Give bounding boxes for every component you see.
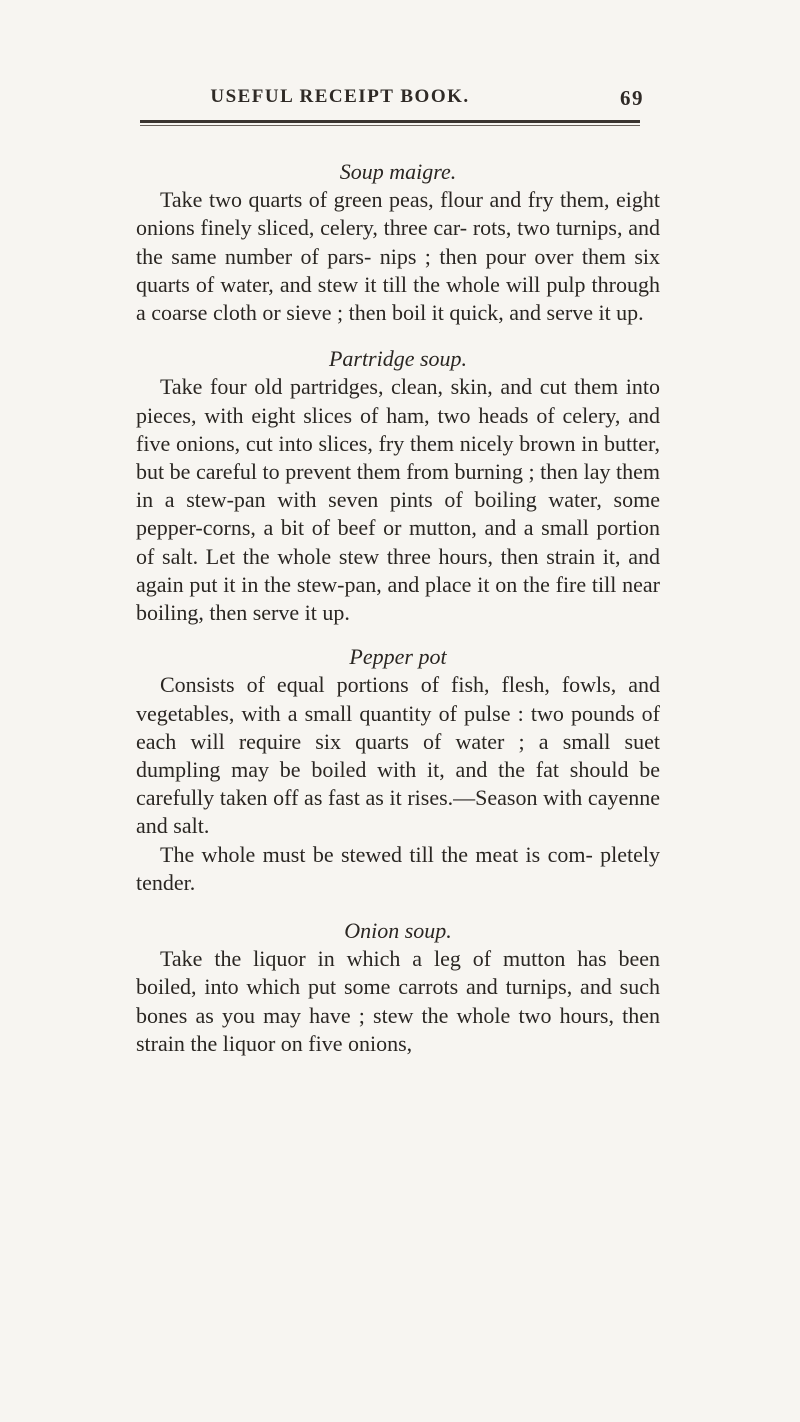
page-body (136, 158, 660, 1058)
header-rule-thin (140, 125, 640, 126)
recipe-pepper-pot (136, 643, 660, 897)
recipe-paragraph: The whole must be stewed till the meat is com- pletely tender. (136, 841, 660, 895)
recipe-paragraph: Take two quarts of green peas, flour and fry them, eight onions finely sliced, celery, three car- rots, two turnips, and the same number of pars- nips ; then pour over them six quarts of water, and stew it till the whole will pulp through a coarse cloth or sieve ; then boil it quick, and serve it up. (136, 187, 660, 326)
recipe-title: Partridge soup. (328, 346, 468, 372)
recipe-paragraph: Take the liquor in which a leg of mutton has been boiled, into which put some carrots and turnips, and such bones as you may have ; stew the whole two hours, then strain the liquor on five onions, (136, 946, 660, 1056)
recipe-title: Soup maigre. (339, 159, 457, 184)
recipe-title: Pepper pot (349, 644, 447, 670)
recipe-title: Onion soup. (344, 918, 452, 944)
running-title: USEFUL RECEIPT BOOK. (210, 86, 470, 107)
recipe-partridge-soup (136, 345, 660, 627)
recipe-onion-soup (136, 917, 660, 1058)
header-rule (140, 120, 640, 123)
page-number: 69 (620, 86, 644, 110)
recipe-paragraph: Consists of equal portions of fish, flesh, fowls, and vegetables, with a small quantity of pulse : two pounds of each will require six quarts of water ; a small suet dumpling may be boiled with it, and the fat should be carefully taken off as fast as it rises.—Season with cayenne and salt. (136, 672, 660, 839)
recipe-paragraph: Take four old partridges, clean, skin, and cut them into pieces, with eight slices of ham, two heads of celery, and five onions, cut into slices, fry them nicely brown in butter, but be careful to prevent them from burning ; then lay them in a stew-pan with seven pints of boiling water, some pepper-corns, a bit of beef or mutton, and a small portion of salt. Let the whole stew three hours, then strain it, and again put it in the stew-pan, and place it on the fire till near boiling, then serve it up. (136, 374, 660, 626)
recipe-soup-maigre (136, 158, 660, 327)
